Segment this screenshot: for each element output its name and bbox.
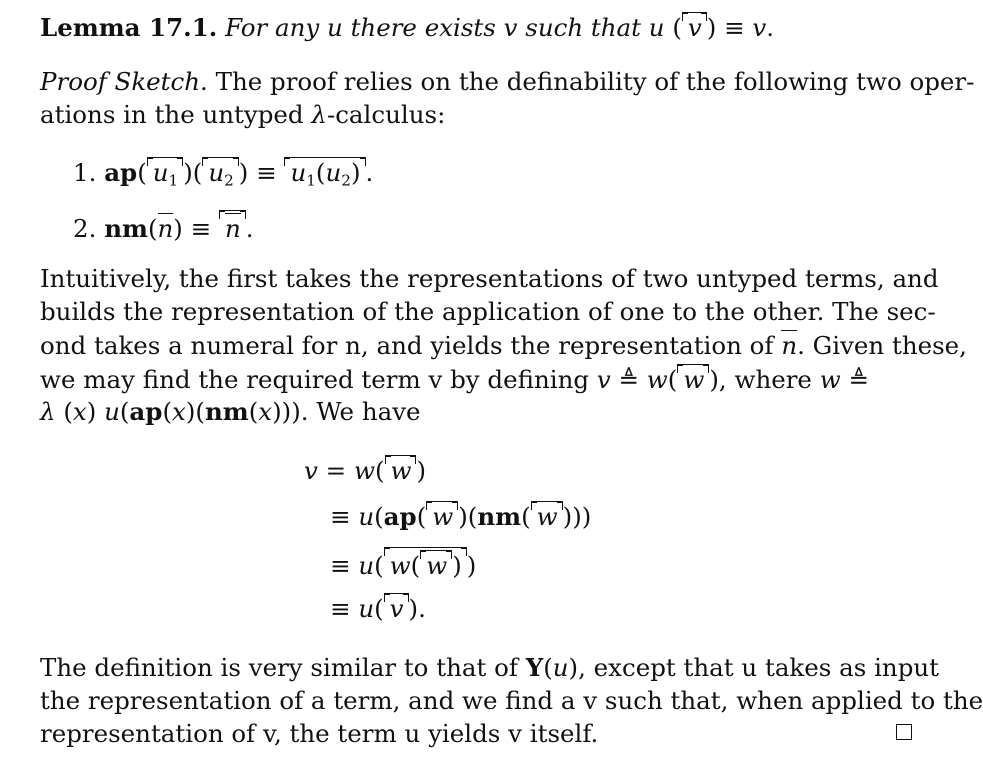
paragraph-line2: builds the representation of the application of one to the other. The sec- xyxy=(40,297,936,326)
proof-intro-line1 xyxy=(40,67,975,97)
equation-line1: v = w( w ) xyxy=(304,456,427,485)
ap-operator: ap xyxy=(104,158,138,187)
equation-line3: ≡ u( w( w ) ) xyxy=(330,547,476,581)
paragraph-line5: λ (x) u(ap(x)(nm(x))). We have xyxy=(40,397,421,426)
equation-line4: ≡ u( v ). xyxy=(330,594,426,623)
lemma-text: For any u there exists v such that u xyxy=(225,13,665,42)
paragraph-line1: Intuitively, the first takes the representations of two untyped terms, and xyxy=(40,264,939,293)
equation-line2: ≡ u(ap( w )(nm( w ))) xyxy=(330,502,592,531)
proof-intro-text1: The proof relies on the definability of the following two oper- xyxy=(215,67,975,96)
item-number: 2. xyxy=(73,214,97,243)
item-number: 1. xyxy=(73,158,97,187)
list-item-nm: 2. nm(n) ≡ n . xyxy=(73,210,254,244)
lemma-label: Lemma 17.1. xyxy=(40,13,218,42)
qed-box-icon xyxy=(896,724,912,740)
lemma-statement: Lemma 17.1. For any u there exists v such that u ( v ) ≡ v. xyxy=(40,13,775,42)
paragraph-line3: ond takes a numeral for n, and yields the representation of n. Given these, xyxy=(40,331,967,360)
final-line2: the representation of a term, and we find a v such that, when applied to the xyxy=(40,686,983,715)
paragraph-line4: we may find the required term v by defining v ≜ w( w ), where w ≜ xyxy=(40,365,870,394)
final-line3: representation of v, the term u yields v itself. xyxy=(40,719,599,748)
list-item-ap: 1. ap( $u_1$ )( $u_2$ ) ≡ $u_1(u_2)$ . xyxy=(73,158,374,190)
final-line1: The definition is very similar to that of Y(u), except that u takes as input xyxy=(40,653,940,682)
nm-operator: nm xyxy=(104,214,148,243)
proof-label: Proof Sketch. xyxy=(40,67,208,96)
proof-intro-line2: ations in the untyped λ-calculus: xyxy=(40,100,446,129)
